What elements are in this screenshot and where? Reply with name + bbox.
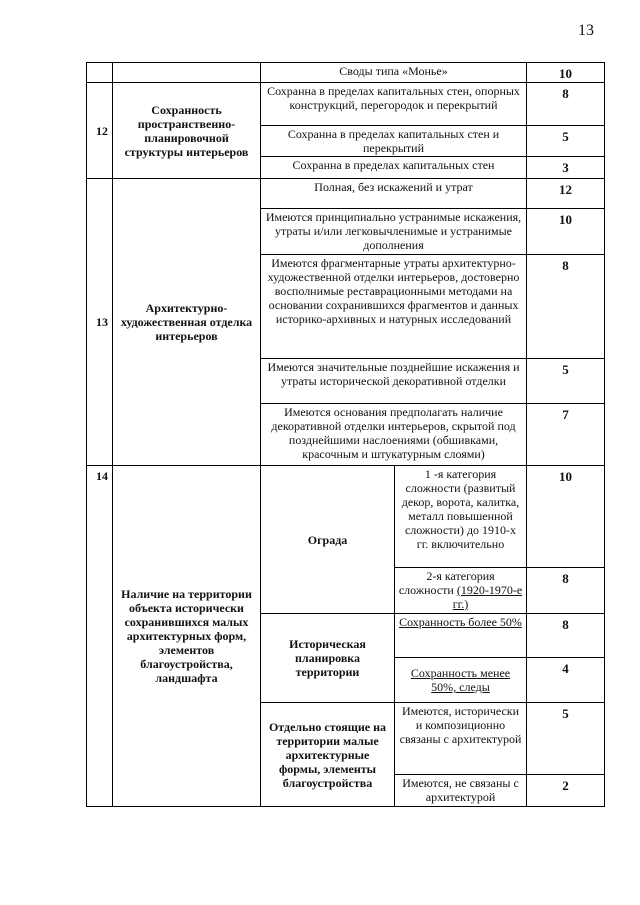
criterion-cell [113,63,261,83]
description-cell: Имеются, не связаны с архитектурой [395,775,527,807]
score-cell: 8 [527,83,605,126]
description-text-underlined: (1920-1970-е гг.) [452,583,523,611]
description-cell: Сохранность более 50% [395,614,527,658]
table-row [87,179,605,209]
description-cell: Имеются фрагментарные утраты архитектурно-художественной отделки интерьеров, достоверно восполнимые реставрационными методами на основании сохранившихся фрагментов и данных историко-архивных и натурных исследований [261,255,527,359]
score-cell: 3 [527,157,605,179]
row-number: 14 [87,466,113,807]
table-row [87,466,605,568]
score-cell: 8 [527,568,605,614]
score-cell: 4 [527,658,605,703]
subgroup-small-forms: Отдельно стоящие на территории малые архитектурные формы, элементы благоустройства [261,703,395,807]
description-cell: Сохранность менее 50%, следы [395,658,527,703]
score-cell: 10 [527,63,605,83]
score-cell: 5 [527,126,605,157]
table-row [87,83,605,126]
description-cell: Имеются, исторически и композиционно связаны с архитектурой [395,703,527,775]
description-text: 2-я категория сложности [398,569,495,597]
criterion-cell: Архитектурно-художественная отделка интерьеров [113,179,261,466]
score-cell: 8 [527,614,605,658]
score-cell: 5 [527,703,605,775]
table-row [87,63,605,83]
row-number: 13 [87,179,113,466]
subgroup-planning: Историческая планировка территории [261,614,395,703]
description-cell: Своды типа «Монье» [261,63,527,83]
description-cell: Имеются значительные позднейшие искажения и утраты исторической декоративной отделки [261,359,527,404]
score-cell: 2 [527,775,605,807]
score-cell: 7 [527,404,605,466]
description-cell [395,568,527,614]
score-cell: 5 [527,359,605,404]
description-cell: Полная, без искажений и утрат [261,179,527,209]
description-cell: Сохранна в пределах капитальных стен и перекрытий [261,126,527,157]
row-number: 12 [87,83,113,179]
criteria-table [86,62,605,807]
score-cell: 10 [527,209,605,255]
description-cell: 1 -я категория сложности (развитый декор, ворота, калитка, металл повышенной сложности) до 1910-х гг. включительно [395,466,527,568]
description-cell: Сохранна в пределах капитальных стен, опорных конструкций, перегородок и перекрытий [261,83,527,126]
number-cell [87,63,113,83]
subgroup-fence: Ограда [261,466,395,614]
score-cell: 10 [527,466,605,568]
criterion-cell: Сохранность пространственно-планировочной структуры интерьеров [113,83,261,179]
description-cell: Имеются основания предполагать наличие декоративной отделки интерьеров, скрытой под позднейшими наслоениями (обшивками, красочным и штукатурным слоями) [261,404,527,466]
description-cell: Сохранна в пределах капитальных стен [261,157,527,179]
criterion-cell: Наличие на территории объекта исторически сохранившихся малых архитектурных форм, элементов благоустройства, ландшафта [113,466,261,807]
page-number: 13 [578,22,594,39]
score-cell: 12 [527,179,605,209]
score-cell: 8 [527,255,605,359]
description-cell: Имеются принципиально устранимые искажения, утраты и/или легковычленимые и устранимые дополнения [261,209,527,255]
